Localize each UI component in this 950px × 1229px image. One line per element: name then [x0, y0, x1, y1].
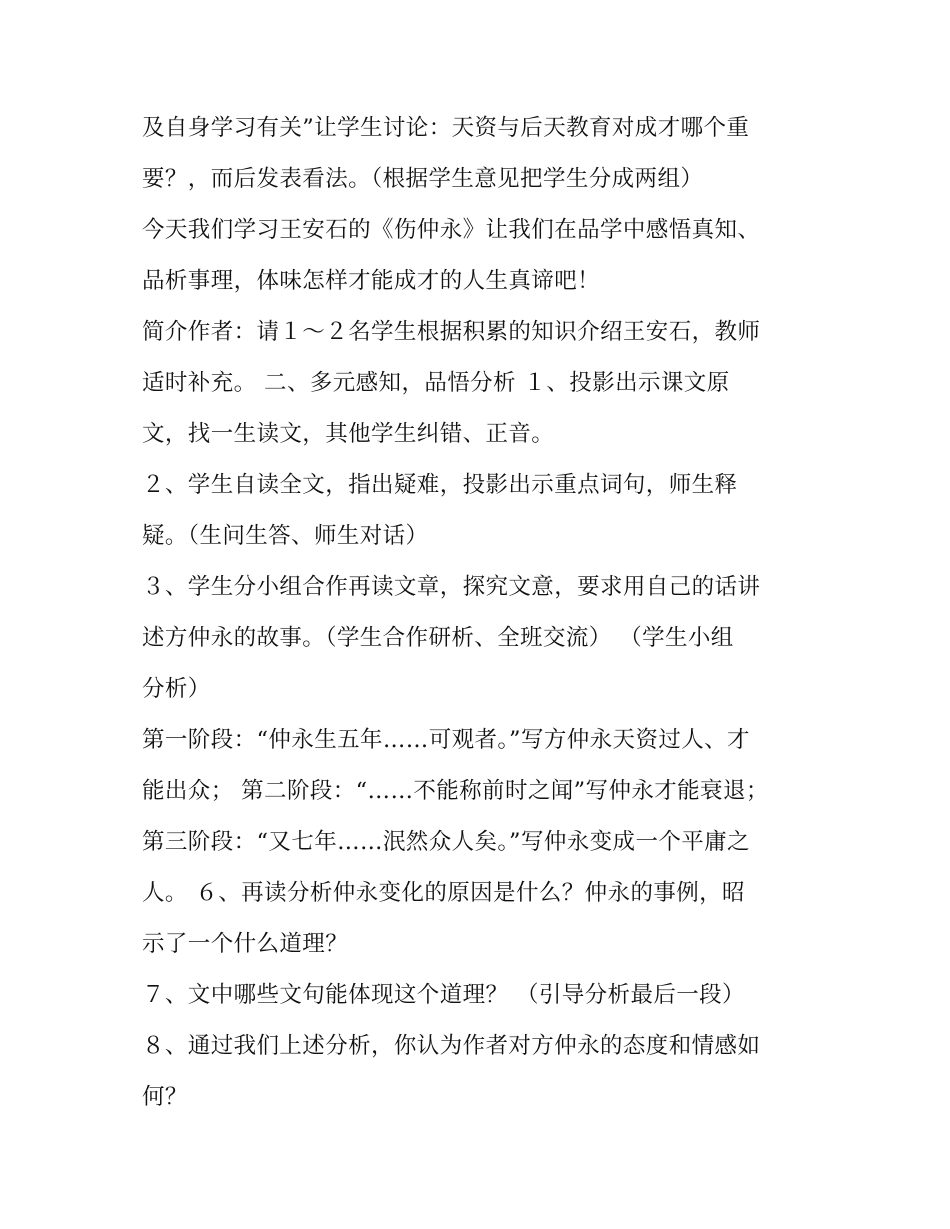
text-line: 适时补充。 二、多元感知，品悟分析 １、投影出示课文原 — [142, 370, 730, 396]
text-line: ７、文中哪些文句能体现这个道理？ （引导分析最后一段） — [142, 982, 745, 1008]
text-line: 第三阶段：“又七年……泯然众人矣。”写仲永变成一个平庸之 — [142, 829, 750, 855]
text-line: 文，找一生读文，其他学生纠错、正音。 — [142, 421, 555, 447]
text-line: 要？，而后发表看法。（根据学生意见把学生分成两组） — [142, 166, 704, 192]
text-line: 能出众； 第二阶段：“……不能称前时之闻”写仲永才能衰退； — [142, 778, 769, 804]
text-line: ３、学生分小组合作再读文章，探究文意，要求用自己的话讲 — [142, 574, 761, 600]
text-line: ２、学生自读全文，指出疑难，投影出示重点词句，师生释 — [142, 472, 738, 498]
text-line: 分析） — [142, 676, 211, 702]
text-line: 及自身学习有关”让学生讨论：天资与后天教育对成才哪个重 — [142, 115, 750, 141]
text-line: 疑。（生问生答、师生对话） — [142, 523, 429, 549]
text-line: 何？ — [142, 1084, 188, 1110]
text-line: 述方仲永的故事。（学生合作研析、全班交流） （学生小组 — [142, 625, 734, 651]
text-line: 示了一个什么道理？ — [142, 931, 349, 957]
text-line: 第一阶段：“仲永生五年……可观者。”写方仲永天资过人、才 — [142, 727, 750, 753]
text-line: ８、通过我们上述分析，你认为作者对方仲永的态度和情感如 — [142, 1033, 761, 1059]
text-line: 品析事理，体味怎样才能成才的人生真谛吧！ — [142, 268, 601, 294]
body-text — [142, 103, 842, 1123]
text-line: 简介作者：请１～２名学生根据积累的知识介绍王安石，教师 — [142, 319, 761, 345]
text-line: 今天我们学习王安石的《伤仲永》让我们在品学中感悟真知、 — [142, 217, 761, 243]
text-line: 人。 ６、再读分析仲永变化的原因是什么？仲永的事例，昭 — [142, 880, 745, 906]
